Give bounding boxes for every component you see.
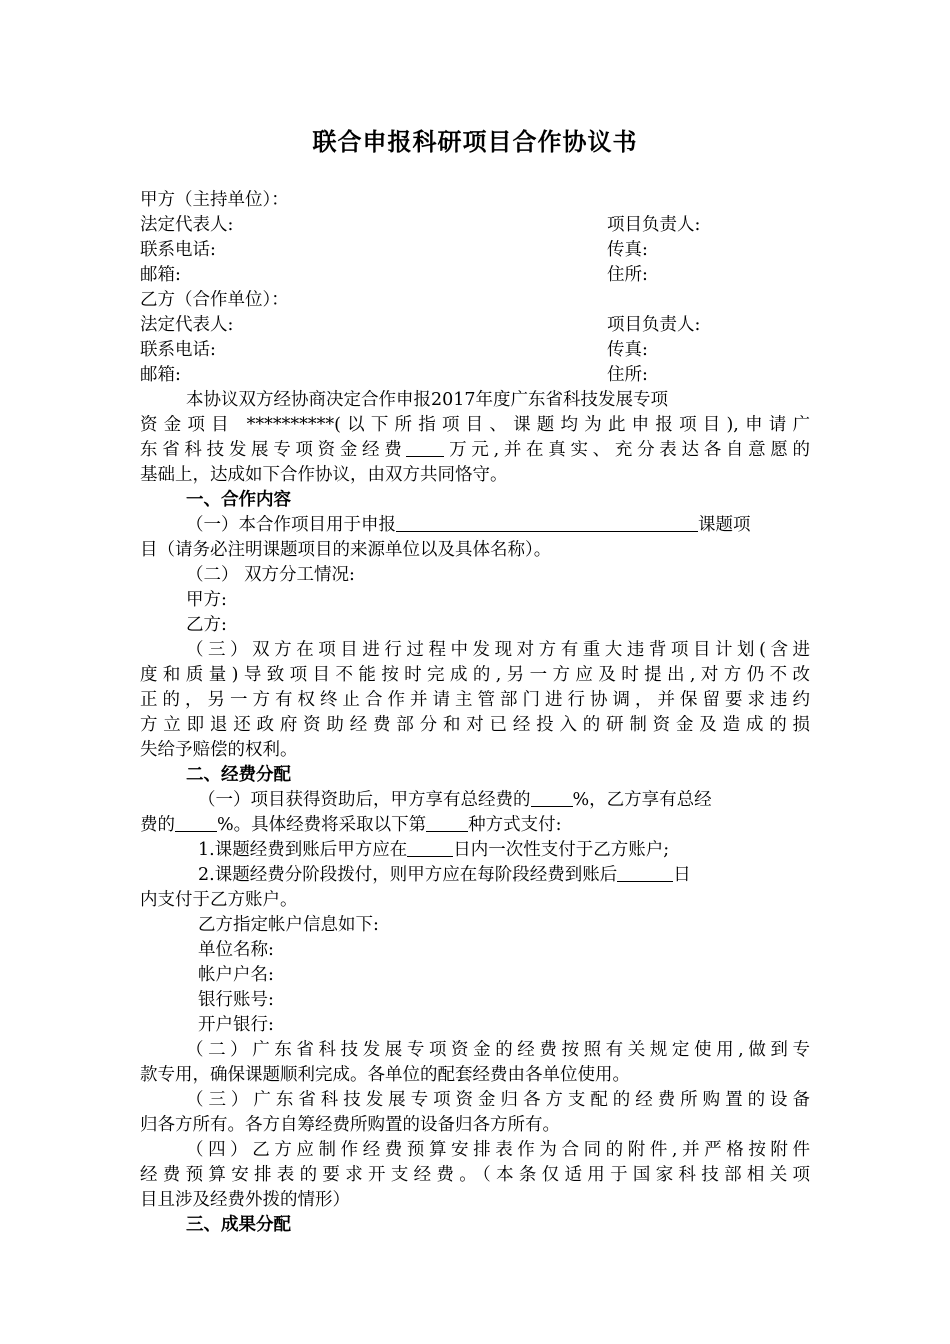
party-a-heading: 甲方（主持单位）： bbox=[140, 190, 289, 210]
payment-option-2: 2.课题经费分阶段拨付，则甲方应在每阶段经费到账后 日 bbox=[198, 865, 691, 885]
section-2-heading: 二、经费分配 bbox=[186, 765, 291, 785]
section-2-clause-2-line-2: 款专用，确保课题顺利完成。各单位的配套经费由各单位使用。 bbox=[140, 1065, 630, 1085]
party-a-address: 住所: bbox=[607, 265, 648, 285]
party-a-email: 邮箱: bbox=[140, 265, 181, 285]
party-b-row-1 bbox=[140, 313, 810, 337]
party-b-address: 住所: bbox=[607, 365, 648, 385]
section-1-heading: 一、合作内容 bbox=[186, 490, 291, 510]
section-2-clause-1-line-1: （一）项目获得资助后，甲方享有总经费的 %，乙方享有总经 bbox=[198, 790, 712, 810]
party-a-percent-blank bbox=[531, 788, 573, 807]
payment-option-2-cont: 内支付于乙方账户。 bbox=[140, 890, 298, 910]
party-b-row-2 bbox=[140, 338, 810, 362]
party-b-fax: 传真: bbox=[607, 340, 648, 360]
section-1-clause-3-line-5: 失给予赔偿的权利。 bbox=[140, 740, 298, 760]
section-1-clause-3-line-3: 正的，另一方有权终止合作并请主管部门进行协调，并保留要求违约 bbox=[140, 690, 810, 710]
party-a-row-1 bbox=[140, 213, 810, 237]
section-1-clause-3-line-4: 方立即退还政府资助经费部分和对已经投入的研制资金及造成的损 bbox=[140, 715, 810, 735]
party-b-project-lead: 项目负责人: bbox=[607, 315, 701, 335]
party-a-legal-rep: 法定代表人: bbox=[140, 215, 234, 235]
payment-method-blank bbox=[426, 813, 468, 832]
party-b-percent-blank bbox=[175, 813, 217, 832]
party-b-phone: 联系电话: bbox=[140, 340, 216, 360]
party-a-project-lead: 项目负责人: bbox=[607, 215, 701, 235]
party-a-row-3 bbox=[140, 263, 810, 287]
project-name-blank bbox=[396, 513, 698, 532]
payment-option-1: 1.课题经费到账后甲方应在 日内一次性支付于乙方账户; bbox=[198, 840, 670, 860]
section-3-heading: 三、成果分配 bbox=[186, 1215, 291, 1235]
section-1-clause-1: （一）本合作项目用于申报 课题项 bbox=[186, 515, 751, 535]
section-2-clause-3-line-1: （三）广东省科技发展专项资金归各方支配的经费所购置的设备 bbox=[186, 1090, 810, 1110]
party-a-phone: 联系电话: bbox=[140, 240, 216, 260]
division-party-b: 乙方: bbox=[186, 615, 227, 635]
party-a-fax: 传真: bbox=[607, 240, 648, 260]
party-b-heading: 乙方（合作单位）： bbox=[140, 290, 289, 310]
section-2-clause-4-line-3: 目且涉及经费外拨的情形） bbox=[140, 1190, 350, 1210]
party-b-email: 邮箱: bbox=[140, 365, 181, 385]
section-2-clause-4-line-2: 经费预算安排表的要求开支经费。（本条仅适用于国家科技部相关项 bbox=[140, 1165, 810, 1185]
intro-line-4: 基础上，达成如下合作协议，由双方共同恪守。 bbox=[140, 465, 508, 485]
division-party-a: 甲方: bbox=[186, 590, 227, 610]
amount-blank bbox=[406, 438, 444, 457]
option-2-days-blank bbox=[617, 863, 673, 882]
account-info-heading: 乙方指定帐户信息如下: bbox=[198, 915, 379, 935]
section-1-clause-3-line-2: 度和质量)导致项目不能按时完成的,另一方应及时提出,对方仍不改 bbox=[140, 665, 810, 685]
section-1-clause-2: （二） 双方分工情况: bbox=[186, 565, 355, 585]
section-2-clause-3-line-2: 归各方所有。各方自筹经费所购置的设备归各方所有。 bbox=[140, 1115, 560, 1135]
party-b-legal-rep: 法定代表人: bbox=[140, 315, 234, 335]
section-2-clause-4-line-1: （四）乙方应制作经费预算安排表作为合同的附件,并严格按附件 bbox=[186, 1140, 810, 1160]
section-1-clause-1-cont: 目（请务必注明课题项目的来源单位以及具体名称）。 bbox=[140, 540, 552, 560]
party-b-row-3 bbox=[140, 363, 810, 387]
account-bank-number: 银行账号: bbox=[198, 990, 274, 1010]
section-2-clause-2-line-1: （二）广东省科技发展专项资金的经费按照有关规定使用,做到专 bbox=[186, 1040, 810, 1060]
account-opening-bank: 开户银行: bbox=[198, 1015, 274, 1035]
party-a-row-2 bbox=[140, 238, 810, 262]
account-holder-name: 帐户户名: bbox=[198, 965, 274, 985]
intro-line-2: 资金项目 **********(以下所指项目、课题均为此申报项目),申请广 bbox=[140, 415, 810, 435]
document-title: 联合申报科研项目合作协议书 bbox=[312, 127, 638, 156]
section-1-clause-3-line-1: （三）双方在项目进行过程中发现对方有重大违背项目计划(含进 bbox=[186, 640, 810, 660]
account-unit-name: 单位名称: bbox=[198, 940, 274, 960]
option-1-days-blank bbox=[407, 838, 453, 857]
intro-line-3: 东省科技发展专项资金经费 万元,并在真实、充分表达各自意愿的 bbox=[140, 440, 811, 460]
section-2-clause-1-line-2: 费的 %。具体经费将采取以下第 种方式支付: bbox=[140, 815, 562, 835]
intro-line-1: 本协议双方经协商决定合作申报2017年度广东省科技发展专项 bbox=[186, 390, 669, 410]
